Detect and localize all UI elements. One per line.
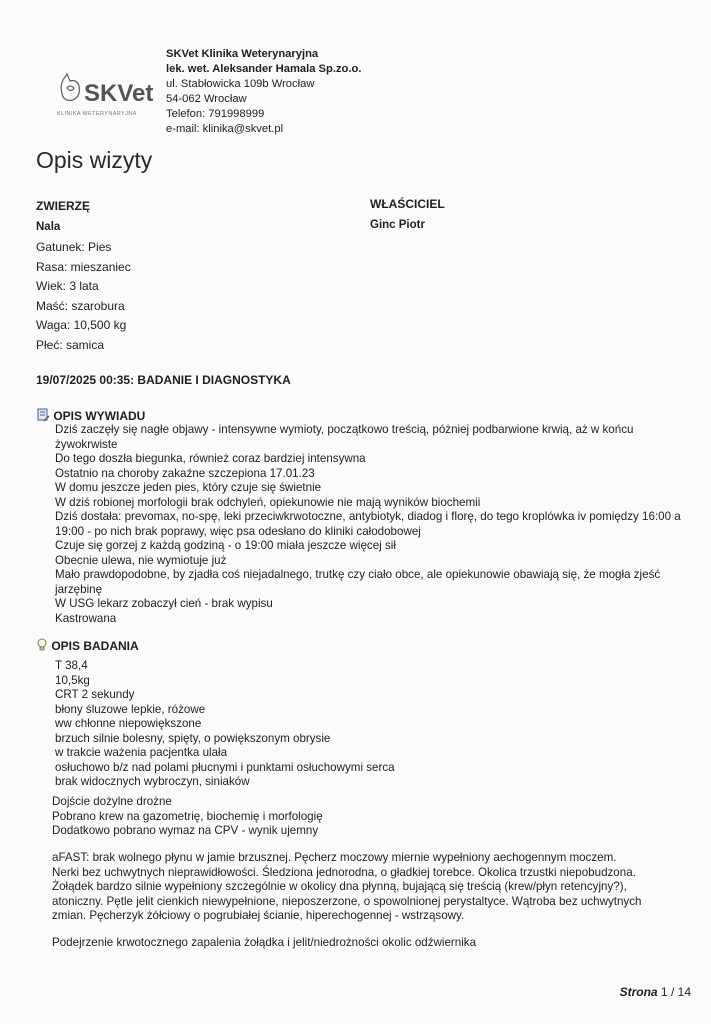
interview-title: OPIS WYWIADU: [53, 409, 146, 423]
animal-sex: Płeć: samica: [36, 337, 105, 352]
interview-line: Do tego doszła biegunka, również coraz bardziej intensywna: [55, 452, 366, 465]
lightbulb-icon: [36, 638, 48, 653]
animal-color: Maść: szarobura: [36, 298, 125, 313]
page-label: Strona: [619, 985, 658, 999]
exam-line: CRT 2 sekundy: [55, 688, 135, 701]
procedure-line: Dodatkowo pobrano wymaz na CPV - wynik ujemny: [52, 824, 319, 837]
animal-species: Gatunek: Pies: [36, 240, 112, 254]
procedure-line: Pobrano krew na gazometrię, biochemię i morfologię: [52, 809, 323, 823]
afast-text: [52, 851, 702, 924]
clinic-street: ul. Stabłowicka 109b Wrocław: [166, 78, 315, 90]
interview-line: W domu jeszcze jeden pies, który czuje się świetnie: [55, 481, 322, 494]
animal-weight: Waga: 10,500 kg: [36, 318, 127, 332]
page-number: 1: [660, 985, 668, 999]
clinic-info: [166, 47, 361, 137]
exam-procedures: [52, 795, 692, 839]
clinic-name: SKVet Klinika Weterynaryjna: [166, 48, 319, 60]
interview-text: [55, 423, 695, 626]
animal-header: ZWIERZĘ: [36, 199, 90, 213]
animal-breed: Rasa: mieszaniec: [36, 259, 131, 274]
exam-line: osłuchowo b/z nad polami płucnymi i punktami osłuchowymi serca: [55, 760, 395, 774]
exam-text: [55, 659, 695, 790]
exam-line: T 38,4: [55, 659, 88, 672]
clinic-doctor: lek. wet. Aleksander Hamala Sp.zo.o.: [166, 63, 362, 75]
page-separator: /: [670, 985, 675, 999]
interview-line: Obecnie ulewa, nie wymiotuje już: [55, 553, 227, 567]
owner-name: Ginc Piotr: [370, 219, 425, 231]
exam-line: 10,5kg: [55, 673, 90, 687]
visit-header: 19/07/2025 00:35: BADANIE I DIAGNOSTYKA: [36, 373, 291, 387]
exam-line: błony śluzowe lepkie, różowe: [55, 702, 206, 716]
interview-line: Czuje się gorzej z każdą godziną - o 19:00 miała jeszcze więcej sił: [55, 539, 396, 552]
clinic-postal: 54-062 Wrocław: [166, 93, 247, 105]
suspicion-text: [52, 936, 702, 951]
clinic-email: e-mail: klinika@skvet.pl: [166, 123, 284, 135]
interview-line: Ostatnio na choroby zakaźne szczepiona 17.01.23: [55, 466, 315, 480]
animal-name: Nala: [36, 221, 61, 233]
exam-line: w trakcie ważenia pacjentka ulała: [55, 746, 228, 759]
page-title: Opis wizyty: [36, 147, 153, 173]
interview-line: W dziś robionej morfologii brak odchyleń, opiekunowie nie mają wyników biochemii: [55, 495, 481, 509]
notes-icon: [36, 408, 50, 423]
interview-line: Kastrowana: [55, 611, 117, 625]
afast-line: Nerki bez uchwytnych nieprawidłowości. Śledziona jednorodna, o gładkiej torebce. Okolica trzustki niepobudzona.: [52, 865, 636, 879]
owner-header: WŁAŚCICIEL: [370, 197, 445, 211]
interview-line: Mało prawdopodobne, by zjadła coś niejadalnego, trutkę czy ciało obce, ale opiekunowie obawiają się, że mogła zjeść jarzębinę: [55, 568, 661, 596]
interview-line: Dziś zaczęły się nagłe objawy - intensywne wymioty, początkowo treścią, póżniej podbarwione krwią, aż w końcu żywokrwiste: [55, 423, 634, 451]
clinic-phone: Telefon: 791998999: [166, 108, 265, 120]
interview-line: Dziś dostała: prevomax, no-spę, leki przeciwkrwotoczne, antybiotyk, diadog i florę, do tego kroplówka iv pomiędzy 16:00 a 19:00 - po nich brak poprawy, więc psa odesłano do kliniki całodobowej: [55, 510, 681, 538]
interview-title-row: [36, 408, 145, 423]
exam-title: OPIS BADANIA: [51, 639, 139, 653]
logo-subtitle: KLINIKA WETERYNARYJNA: [57, 111, 137, 117]
exam-title-row: [36, 638, 139, 653]
animal-fields: [36, 238, 131, 355]
page-total: 14: [677, 985, 691, 999]
afast-line: Żołądek bardzo silnie wypełniony szczególnie w okolicy dna płynną, bujającą się treścią (krew/płyn retencyjny?),: [52, 880, 627, 893]
exam-line: brak widocznych wybroczyn, siniaków: [55, 775, 250, 788]
procedure-line: Dojście dożylne drożne: [52, 795, 172, 808]
exam-line: brzuch silnie bolesny, spięty, o powiększonym obrysie: [55, 731, 331, 745]
afast-line: atoniczny. Pętle jelit cienkich niewypełnione, nieposzerzone, o spowolnionej perystaltyce. Wątroba bez uchwytnych: [52, 894, 642, 908]
svg-text:SKVet: SKVet: [84, 80, 154, 107]
afast-line: zmian. Pęcherzyk żółciowy o pogrubiałej ścianie, hiperechogennej - wstrząsowy.: [52, 909, 465, 922]
interview-line: W USG lekarz zobaczył cień - brak wypisu: [55, 597, 273, 610]
page-footer: [620, 985, 691, 999]
suspicion-line: Podejrzenie krwotocznego zapalenia żołądka i jelit/niedrożności okolic odźwiernika: [52, 936, 477, 949]
exam-line: ww chłonne niepowiększone: [55, 717, 202, 730]
afast-line: aFAST: brak wolnego płynu w jamie brzusznej. Pęcherz moczowy miernie wypełniony aechogennym moczem.: [52, 851, 617, 864]
animal-age: Wiek: 3 lata: [36, 279, 99, 293]
